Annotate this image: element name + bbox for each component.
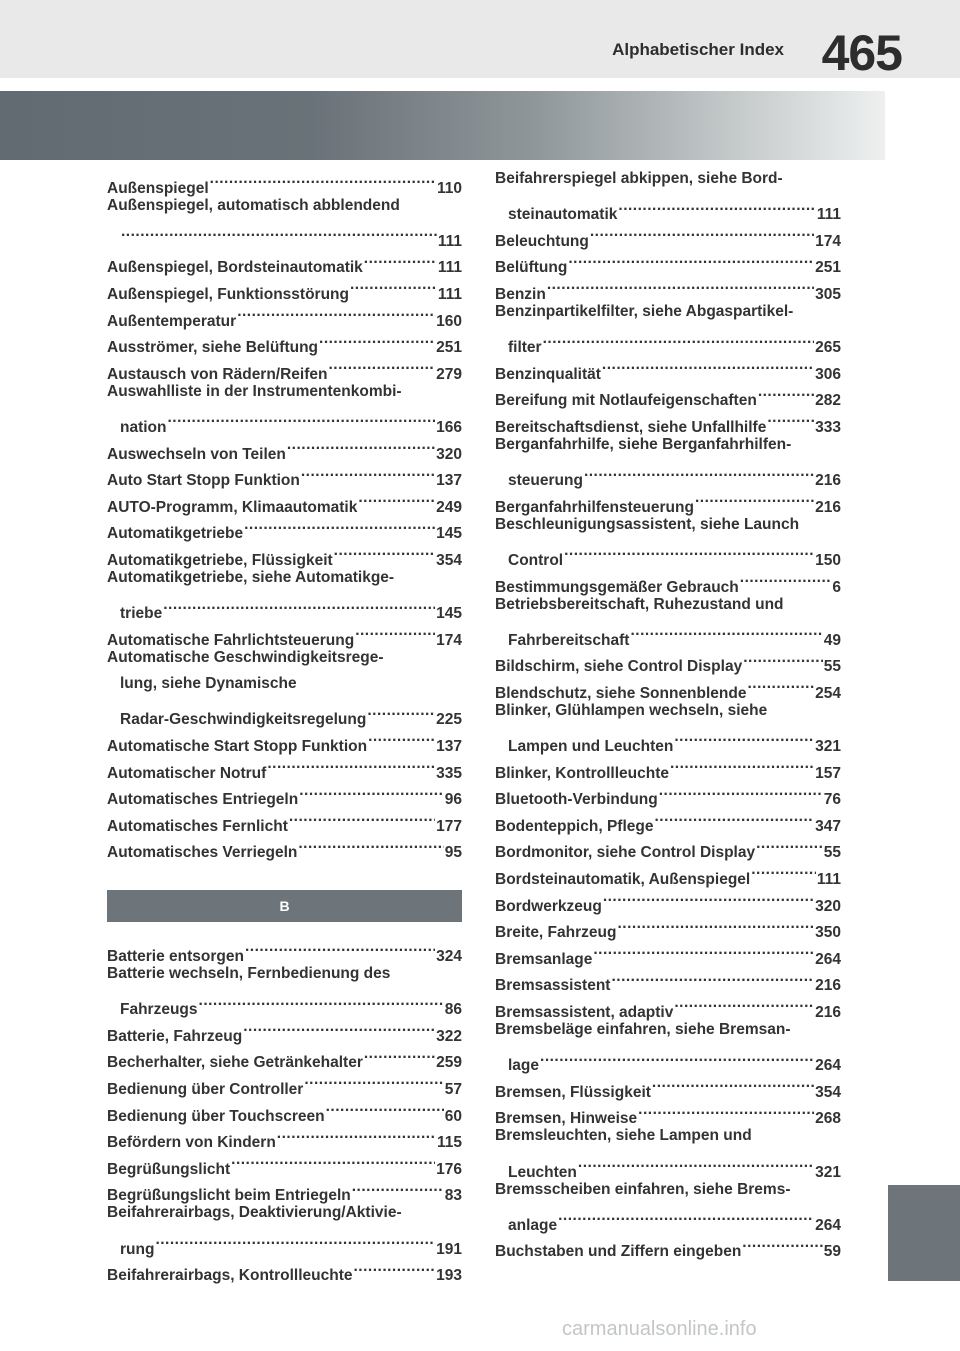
index-page-number: 86 bbox=[444, 1001, 462, 1019]
index-entry-text: Benzinqualität bbox=[495, 365, 601, 383]
index-entry-text: Fahrzeugs bbox=[120, 1001, 198, 1019]
index-entry-line bbox=[107, 166, 462, 197]
index-entry-line bbox=[107, 934, 462, 966]
page-number: 465 bbox=[821, 25, 902, 81]
dot-leader bbox=[244, 512, 435, 539]
index-entry-line bbox=[495, 1150, 841, 1181]
index-entry-text: Blinker, Kontrollleuchte bbox=[495, 764, 669, 782]
index-entry bbox=[495, 166, 841, 224]
section-title: Alphabetischer Index bbox=[612, 40, 784, 59]
index-entry bbox=[495, 1017, 841, 1075]
index-list-right bbox=[495, 166, 841, 1261]
index-page-number: 216 bbox=[815, 1004, 841, 1021]
index-page-number: 279 bbox=[436, 365, 462, 383]
index-entry-text: Außentemperatur bbox=[107, 312, 237, 330]
index-entry-text: AUTO-Programm, Klimaautomatik bbox=[107, 498, 358, 516]
index-entry bbox=[495, 1070, 841, 1101]
index-page-number: 264 bbox=[815, 1057, 841, 1075]
dot-leader bbox=[367, 698, 435, 725]
dot-leader bbox=[674, 724, 814, 751]
index-entry-text: Berganfahrhilfe, siehe Berganfahrhilfen- bbox=[495, 435, 792, 453]
index-entry-text: Leuchten bbox=[508, 1163, 577, 1181]
index-page-number: 111 bbox=[437, 232, 462, 250]
index-entry-text: Bremsassistent, adaptiv bbox=[495, 1004, 674, 1021]
index-entry-line bbox=[107, 193, 462, 220]
index-entry-line bbox=[107, 246, 462, 277]
dot-leader bbox=[618, 193, 815, 220]
index-entry-text: Automatikgetriebe, Flüssigkeit bbox=[107, 551, 333, 569]
index-entry-text: Ausströmer, siehe Belüftung bbox=[107, 339, 319, 357]
dot-leader bbox=[758, 379, 814, 406]
index-entry-text: Beschleunigungsassistent, siehe Launch bbox=[495, 515, 800, 533]
index-page-number: 249 bbox=[436, 498, 462, 516]
index-entry-text: Batterie, Fahrzeug bbox=[107, 1027, 243, 1045]
index-entry-line bbox=[495, 1070, 841, 1101]
dot-leader bbox=[237, 299, 435, 326]
index-page-number: 225 bbox=[436, 711, 462, 729]
index-entry bbox=[107, 246, 462, 277]
dot-leader bbox=[558, 1203, 814, 1230]
index-entry-text: Bremsscheiben einfahren, siehe Brems- bbox=[495, 1180, 791, 1198]
index-page-number: 174 bbox=[436, 631, 462, 649]
index-entry-line bbox=[495, 459, 841, 490]
index-entry-text: Außenspiegel, Bordsteinautomatik bbox=[107, 259, 363, 277]
index-page-number: 254 bbox=[815, 684, 841, 702]
index-page-number: 115 bbox=[436, 1134, 462, 1152]
index-entry-line bbox=[495, 698, 841, 725]
index-entry-text: Beleuchtung bbox=[495, 232, 589, 250]
index-entry-line bbox=[107, 1200, 462, 1227]
index-entry-line bbox=[107, 219, 462, 250]
index-page-number: 111 bbox=[816, 206, 841, 224]
dot-leader bbox=[267, 751, 435, 778]
dot-leader bbox=[326, 1094, 444, 1121]
dot-leader bbox=[630, 618, 822, 645]
index-entry bbox=[107, 961, 462, 1019]
index-page-number: 145 bbox=[436, 525, 462, 543]
dot-leader bbox=[199, 988, 444, 1015]
index-entry-text: Benzin bbox=[495, 285, 546, 303]
dot-leader bbox=[617, 911, 814, 938]
dot-leader bbox=[751, 857, 816, 884]
index-entry-line bbox=[495, 1017, 841, 1044]
index-entry-text: Batterie wechseln, Fernbedienung des bbox=[107, 965, 391, 983]
index-entry-text: Automatische Start Stopp Funktion bbox=[107, 738, 368, 756]
index-entry-line bbox=[107, 698, 462, 729]
index-entry-line bbox=[495, 512, 841, 539]
index-entry-text: Begrüßungslicht beim Entriegeln bbox=[107, 1187, 351, 1205]
index-page-number: 306 bbox=[815, 365, 841, 383]
index-entry-text: Radar-Geschwindigkeitsregelung bbox=[120, 711, 367, 729]
index-entry-text: Berganfahrhilfensteuerung bbox=[495, 498, 694, 516]
index-page-number: 111 bbox=[816, 871, 841, 889]
index-entry-line bbox=[495, 618, 841, 649]
dot-leader bbox=[155, 1227, 435, 1254]
dot-leader bbox=[540, 1044, 814, 1071]
header-gradient-bar bbox=[0, 91, 885, 160]
dot-leader bbox=[289, 804, 435, 831]
index-column-left bbox=[107, 166, 462, 1285]
index-entry-text: Außenspiegel, automatisch abblendend bbox=[107, 196, 400, 214]
index-entry-line bbox=[495, 724, 841, 756]
index-entry bbox=[107, 934, 462, 966]
dot-leader bbox=[747, 671, 814, 698]
index-page-number: 55 bbox=[823, 844, 841, 862]
dot-leader bbox=[298, 831, 443, 858]
index-entry-text: Bodenteppich, Pflege bbox=[495, 817, 654, 835]
index-entry-text: Auswechseln von Teilen bbox=[107, 445, 286, 463]
index-entry-text: Bluetooth-Verbindung bbox=[495, 791, 658, 809]
dot-leader bbox=[319, 326, 435, 353]
dot-leader bbox=[611, 964, 814, 991]
index-page-number: 49 bbox=[823, 631, 841, 649]
index-entry-text: Automatisches Entriegeln bbox=[107, 791, 299, 809]
index-entry-text: lage bbox=[508, 1057, 540, 1075]
index-entry-text: nation bbox=[120, 418, 167, 436]
index-entry bbox=[495, 299, 841, 357]
dot-leader bbox=[740, 565, 832, 592]
index-entry bbox=[495, 1123, 841, 1181]
index-entry-text: lung, siehe Dynamische bbox=[120, 675, 297, 693]
dot-leader bbox=[638, 1097, 814, 1124]
index-entry-text: Beifahrerairbags, Deaktivierung/Aktivie- bbox=[107, 1204, 402, 1222]
index-entry-line bbox=[495, 193, 841, 224]
index-entry-line bbox=[495, 326, 841, 357]
index-page-number: 111 bbox=[437, 285, 462, 303]
index-page-number: 251 bbox=[436, 339, 462, 357]
index-page-number: 177 bbox=[436, 817, 462, 835]
dot-leader bbox=[654, 804, 814, 831]
index-entry bbox=[107, 379, 462, 436]
index-entry-line bbox=[495, 166, 841, 193]
index-page-number: 324 bbox=[436, 948, 462, 966]
index-entry-text: Befördern von Kindern bbox=[107, 1134, 276, 1152]
index-entry-text: Bremsen, Flüssigkeit bbox=[495, 1083, 651, 1101]
index-list-a bbox=[107, 166, 462, 862]
index-entry-text: Bremsassistent bbox=[495, 977, 611, 995]
index-entry bbox=[495, 352, 841, 383]
index-entry-text: Fahrbereitschaft bbox=[508, 631, 630, 649]
index-page-number: 216 bbox=[815, 472, 841, 490]
index-list-b bbox=[107, 934, 462, 1285]
index-page-number: 251 bbox=[815, 259, 841, 277]
dot-leader bbox=[334, 538, 435, 565]
letter-header-b: B bbox=[107, 890, 462, 922]
index-page-number: 96 bbox=[444, 791, 462, 809]
index-entry-line bbox=[495, 352, 841, 383]
dot-leader bbox=[603, 884, 814, 911]
index-column-right bbox=[495, 166, 841, 1261]
index-entry-line bbox=[107, 405, 462, 436]
index-entry-text: Beifahrerspiegel abkippen, siehe Bord- bbox=[495, 170, 783, 187]
dot-leader bbox=[578, 1150, 814, 1177]
index-entry-line bbox=[495, 538, 841, 569]
index-entry bbox=[495, 272, 841, 303]
dot-leader bbox=[674, 990, 814, 1017]
chapter-tab bbox=[888, 1185, 960, 1281]
index-entry-line bbox=[107, 592, 462, 623]
index-page-number: 193 bbox=[436, 1267, 462, 1285]
index-entry-text: anlage bbox=[508, 1216, 558, 1234]
index-entry-line bbox=[495, 1177, 841, 1204]
index-entry bbox=[495, 698, 841, 756]
index-page-number: 265 bbox=[815, 339, 841, 357]
index-entry-line bbox=[495, 1044, 841, 1075]
index-page-number: 160 bbox=[436, 312, 462, 330]
index-entry bbox=[495, 432, 841, 490]
index-page-number: 55 bbox=[823, 658, 841, 676]
index-entry-text: Batterie entsorgen bbox=[107, 948, 244, 966]
index-entry bbox=[495, 592, 841, 649]
dot-leader bbox=[368, 724, 435, 751]
index-page-number: 305 bbox=[815, 285, 841, 303]
index-entry-text: triebe bbox=[120, 605, 163, 623]
index-page-number: 145 bbox=[436, 605, 462, 623]
dot-leader bbox=[287, 432, 435, 459]
index-page-number: 191 bbox=[436, 1240, 462, 1258]
dot-leader bbox=[304, 1067, 443, 1094]
dot-leader bbox=[593, 937, 814, 964]
index-entry-text: Automatische Fahrlichtsteuerung bbox=[107, 631, 355, 649]
index-page-number: 137 bbox=[436, 472, 462, 490]
dot-leader bbox=[301, 459, 435, 486]
index-entry-line bbox=[495, 272, 841, 303]
dot-leader bbox=[358, 485, 435, 512]
index-entry-text: steuerung bbox=[508, 472, 583, 490]
index-entry-text: Automatisches Fernlicht bbox=[107, 817, 288, 835]
index-page-number: 268 bbox=[815, 1110, 841, 1128]
index-page-number: 350 bbox=[815, 924, 841, 942]
dot-leader bbox=[568, 246, 814, 273]
index-entry-text: Bordmonitor, siehe Control Display bbox=[495, 844, 756, 862]
index-entry-line bbox=[495, 1123, 841, 1150]
index-entry-text: Automatischer Notruf bbox=[107, 764, 267, 782]
index-page-number: 333 bbox=[815, 418, 841, 436]
index-entry-line bbox=[495, 299, 841, 326]
dot-leader bbox=[355, 618, 435, 645]
dot-leader bbox=[352, 1174, 444, 1201]
dot-leader bbox=[695, 485, 814, 512]
index-entry-text: Bordsteinautomatik, Außenspiegel bbox=[495, 871, 751, 889]
index-entry-text: Belüftung bbox=[495, 259, 568, 277]
index-entry-text: Auto Start Stopp Funktion bbox=[107, 472, 300, 490]
index-entry-text: Außenspiegel, Funktionsstörung bbox=[107, 285, 349, 303]
index-entry bbox=[107, 193, 462, 250]
index-entry-line bbox=[107, 1227, 462, 1258]
index-entry-text: Bestimmungsgemäßer Gebrauch bbox=[495, 578, 739, 596]
header-band bbox=[0, 0, 960, 78]
watermark: carmanualsonline.info bbox=[562, 1318, 757, 1340]
index-entry-text: Bedienung über Touchscreen bbox=[107, 1107, 325, 1125]
index-page-number: 174 bbox=[815, 232, 841, 250]
index-entry-text: Begrüßungslicht bbox=[107, 1160, 231, 1178]
index-entry-text: Becherhalter, siehe Getränkehalter bbox=[107, 1054, 363, 1072]
dot-leader bbox=[564, 538, 814, 565]
index-page-number: 150 bbox=[815, 551, 841, 569]
index-page-number: 166 bbox=[436, 418, 462, 436]
index-entry-line bbox=[107, 379, 462, 406]
index-entry-text: Bremsbeläge einfahren, siehe Bremsan- bbox=[495, 1021, 791, 1038]
index-page-number: 6 bbox=[832, 578, 841, 596]
dot-leader bbox=[602, 352, 814, 379]
index-entry bbox=[107, 645, 462, 729]
index-page-number: 354 bbox=[815, 1083, 841, 1101]
dot-leader bbox=[364, 1041, 435, 1068]
dot-leader bbox=[659, 778, 823, 805]
index-entry-text: Bereifung mit Notlaufeigenschaften bbox=[495, 392, 757, 410]
index-entry-line bbox=[495, 592, 841, 619]
dot-leader bbox=[350, 272, 437, 299]
index-entry-text: Außenspiegel bbox=[107, 179, 209, 197]
index-entry-text: Lampen und Leuchten bbox=[508, 738, 674, 756]
index-entry-line bbox=[495, 1203, 841, 1234]
index-page-number: 321 bbox=[815, 1163, 841, 1181]
index-entry-text: Automatikgetriebe bbox=[107, 525, 244, 543]
dot-leader bbox=[243, 1014, 435, 1041]
index-page-number: 354 bbox=[436, 551, 462, 569]
index-entry bbox=[107, 565, 462, 623]
index-page-number: 216 bbox=[815, 977, 841, 995]
index-page-number: 347 bbox=[815, 817, 841, 835]
dot-leader bbox=[163, 592, 435, 619]
index-page-number: 59 bbox=[823, 1243, 841, 1261]
index-entry-text: Beifahrerairbags, Kontrollleuchte bbox=[107, 1267, 353, 1285]
index-page-number: 321 bbox=[815, 738, 841, 756]
dot-leader bbox=[210, 166, 436, 193]
index-page-number: 83 bbox=[444, 1187, 462, 1205]
index-entry-text: Bereitschaftsdienst, siehe Unfallhilfe bbox=[495, 418, 767, 436]
index-page-number: 157 bbox=[815, 764, 841, 782]
index-page-number: 322 bbox=[436, 1027, 462, 1045]
index-entry-text: Benzinpartikelfilter, siehe Abgaspartikel- bbox=[495, 302, 794, 320]
index-entry-text: Breite, Fahrzeug bbox=[495, 924, 617, 942]
index-page-number: 95 bbox=[444, 844, 462, 862]
dot-leader bbox=[584, 459, 814, 486]
dot-leader bbox=[767, 405, 814, 432]
index-page-number: 60 bbox=[444, 1107, 462, 1125]
index-entry-text: Bremsen, Hinweise bbox=[495, 1110, 638, 1128]
dot-leader bbox=[353, 1254, 435, 1281]
index-page-number: 216 bbox=[815, 498, 841, 516]
index-entry-text: filter bbox=[508, 339, 542, 357]
dot-leader bbox=[543, 326, 815, 353]
index-entry-text: Bedienung über Controller bbox=[107, 1081, 304, 1098]
index-entry-line bbox=[107, 671, 462, 698]
index-entry-text: steinautomatik bbox=[508, 206, 618, 224]
index-entry-text: Betriebsbereitschaft, Ruhezustand und bbox=[495, 595, 784, 613]
dot-leader bbox=[299, 778, 444, 805]
dot-leader bbox=[364, 246, 437, 273]
index-entry-line bbox=[107, 988, 462, 1019]
index-page-number: 320 bbox=[815, 897, 841, 915]
index-entry-text: Austausch von Rädern/Reifen bbox=[107, 365, 328, 383]
index-page-number: 320 bbox=[436, 445, 462, 463]
index-page-number: 259 bbox=[436, 1054, 462, 1072]
index-page-number: 76 bbox=[823, 791, 841, 809]
index-entry-text: Bildschirm, siehe Control Display bbox=[495, 658, 743, 676]
dot-leader bbox=[652, 1070, 814, 1097]
index-entry bbox=[107, 166, 462, 197]
index-page-number: 176 bbox=[436, 1160, 462, 1178]
index-entry-text: Automatikgetriebe, siehe Automatikge- bbox=[107, 568, 395, 586]
dot-leader bbox=[168, 405, 436, 432]
index-page-number: 264 bbox=[815, 1216, 841, 1234]
index-page-number: 335 bbox=[436, 764, 462, 782]
index-page-number: 57 bbox=[444, 1081, 462, 1098]
index-entry-line bbox=[107, 565, 462, 592]
index-page-number: 282 bbox=[815, 392, 841, 410]
index-entry-text: Bremsanlage bbox=[495, 950, 593, 968]
dot-leader bbox=[245, 934, 435, 961]
index-entry-text: rung bbox=[120, 1240, 155, 1258]
index-entry-text: Automatische Geschwindigkeitsrege- bbox=[107, 648, 384, 666]
index-entry-text: Blinker, Glühlampen wechseln, siehe bbox=[495, 701, 768, 719]
index-entry-text: Control bbox=[508, 551, 564, 569]
index-page-number: 110 bbox=[436, 179, 462, 197]
index-page-number: 137 bbox=[436, 738, 462, 756]
index-page-number: 264 bbox=[815, 950, 841, 968]
dot-leader bbox=[121, 219, 437, 246]
dot-leader bbox=[743, 645, 823, 672]
dot-leader bbox=[742, 1230, 822, 1257]
index-entry bbox=[495, 512, 841, 569]
index-entry-text: Bordwerkzeug bbox=[495, 897, 602, 915]
dot-leader bbox=[590, 219, 814, 246]
dot-leader bbox=[670, 751, 814, 778]
index-entry bbox=[495, 1177, 841, 1234]
index-entry-text: Blendschutz, siehe Sonnenblende bbox=[495, 684, 747, 702]
index-entry-line bbox=[495, 432, 841, 459]
index-entry-line bbox=[107, 645, 462, 672]
index-entry-text: Auswahlliste in der Instrumentenkombi- bbox=[107, 382, 402, 400]
dot-leader bbox=[547, 272, 814, 299]
index-entry-line bbox=[107, 961, 462, 988]
index-entry-line bbox=[107, 1254, 462, 1285]
index-entry bbox=[107, 1254, 462, 1285]
index-page-number: 111 bbox=[437, 259, 462, 277]
dot-leader bbox=[231, 1147, 435, 1174]
dot-leader bbox=[756, 831, 823, 858]
dot-leader bbox=[329, 352, 436, 379]
index-entry-text: Automatisches Verriegeln bbox=[107, 844, 298, 862]
index-entry-text: Bremsleuchten, siehe Lampen und bbox=[495, 1127, 752, 1145]
index-entry bbox=[107, 1200, 462, 1258]
dot-leader bbox=[277, 1121, 436, 1148]
index-entry-text: Buchstaben und Ziffern eingeben bbox=[495, 1243, 742, 1261]
